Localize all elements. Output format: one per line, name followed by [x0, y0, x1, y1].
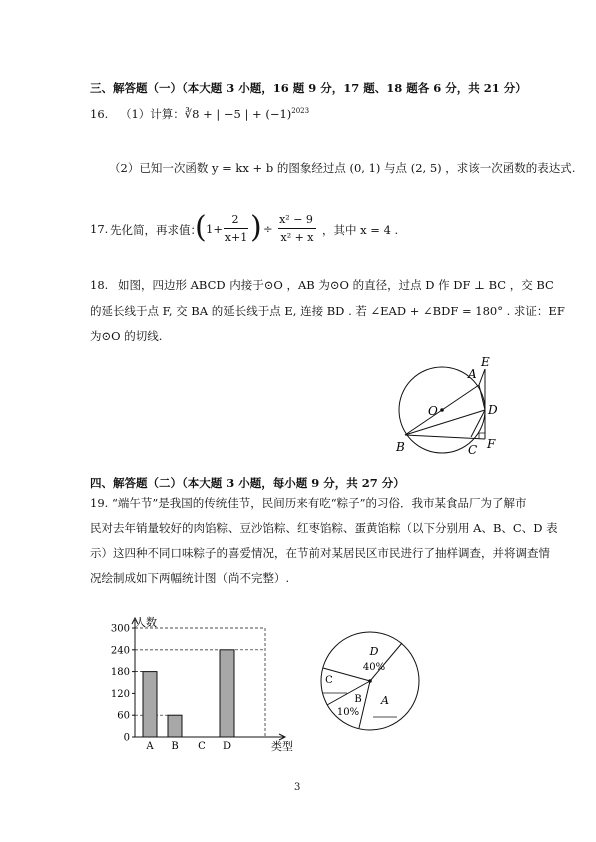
bar-A: [143, 672, 157, 737]
q16-number: 16.: [90, 107, 109, 121]
q18-geometry-figure: [395, 352, 515, 462]
q17-prefix: 先化简，再求值：: [110, 223, 202, 237]
category-label-B: B: [171, 741, 179, 752]
ytick-label-0: 0: [123, 732, 130, 744]
label-o: O: [428, 404, 438, 418]
bar-chart-ylabel: 人数: [135, 616, 157, 629]
pie-center: [368, 679, 372, 683]
ytick-label-240: 240: [110, 645, 130, 657]
segment-ae: [479, 369, 485, 385]
section-4-heading: 四、解答题（二）（本大题 3 小题，每小题 9 分，共 27 分）: [90, 476, 405, 490]
q17-frac1-denominator: x+1: [224, 231, 248, 244]
bar-chart: [105, 612, 305, 757]
category-label-D: D: [222, 741, 232, 752]
q17-frac1-numerator: 2: [231, 213, 239, 226]
q17-suffix: ，其中 x = 4 .: [322, 223, 399, 237]
q19-line3: 示）这四种不同口味粽子的喜爱情况，在节前对某居民区市民进行了抽样调查，并将调查情: [90, 546, 550, 560]
label-c: C: [468, 443, 478, 457]
section-3-heading: 三、解答题（一）（本大题 3 小题，16 题 9 分，17 题、18 题各 6 分，共 21 分）: [90, 81, 527, 95]
q16-part1-prefix: （1）计算：: [119, 107, 185, 121]
center-point: [440, 408, 444, 412]
q17-frac1-bar: [224, 228, 248, 229]
label-b: B: [396, 440, 405, 454]
ytick-label-60: 60: [117, 710, 130, 722]
label-f: F: [487, 437, 496, 451]
category-label-A: A: [146, 741, 154, 752]
right-angle-mark: [479, 433, 485, 439]
pie-label-d: D: [369, 645, 379, 658]
q17-left-paren: (: [195, 210, 207, 245]
ytick-label-180: 180: [110, 667, 130, 679]
q18-line2: 的延长线于点 F, 交 BA 的延长线于点 E, 连接 BD . 若 ∠EAD + ∠BDF = 180° . 求证：EF: [90, 304, 565, 318]
label-a: A: [468, 367, 477, 381]
bar-chart-categories: [145, 741, 231, 752]
q16-part2: （2）已知一次函数 y = kx + b 的图象经过点 (0, 1) 与点 (2, 5) ，求该一次函数的表达式.: [109, 161, 576, 175]
q16-part1: [90, 106, 309, 122]
q17-frac2-bar: [278, 228, 316, 229]
bar-D: [220, 650, 234, 737]
q19-line4: 况绘制成如下两幅统计图（尚不完整）.: [90, 571, 290, 585]
ytick-label-300: 300: [110, 623, 130, 635]
bar-chart-ticks: [111, 624, 135, 744]
pie-label-b: B: [354, 694, 362, 705]
page-number: 3: [294, 782, 301, 793]
label-e: E: [481, 355, 490, 369]
q16-part1-expr: ∛8 + | −5 | + (−1): [184, 107, 292, 121]
line-bf: [405, 435, 485, 439]
q18-number: 18.: [90, 278, 109, 292]
pie-label-c: C: [325, 675, 333, 686]
q17-frac2-denominator: x² + x: [280, 231, 314, 244]
bar-B: [168, 715, 182, 737]
category-label-C: C: [198, 741, 206, 752]
q19-line2: 民对去年销量较好的肉馅粽、豆沙馅粽、红枣馅粽、蛋黄馅粽（以下分别用 A、B、C、D 表: [90, 521, 558, 535]
q17-number: 17.: [90, 222, 109, 236]
ytick-label-120: 120: [110, 688, 130, 700]
q17-one-plus: 1+: [206, 222, 223, 236]
q18-line1: [90, 273, 554, 297]
q17-frac2-numerator: x² − 9: [279, 213, 313, 226]
pie-chart: [315, 625, 431, 741]
bar-chart-bars: [143, 650, 234, 737]
q18-line3: 为⊙O 的切线.: [90, 329, 163, 343]
q18-line1-text: 如图，四边形 ABCD 内接于⊙O ，AB 为⊙O 的直径，过点 D 作 DF ⊥ BC ，交 BC: [117, 278, 554, 292]
pie-percent-b: 10%: [336, 707, 360, 718]
q17-right-paren: ): [250, 210, 262, 245]
label-d: D: [488, 403, 498, 417]
segment-bd: [405, 410, 485, 435]
pie-label-a: A: [381, 694, 389, 707]
q19-line1: 19. “端午节”是我国的传统佳节，民间历来有吃“粽子”的习俗．我市某食品厂为了解市: [90, 496, 527, 510]
bar-chart-xlabel: 类型: [271, 740, 293, 753]
q16-part1-exponent: 2023: [291, 107, 310, 116]
segment-ad: [479, 385, 485, 410]
q17-divide: ÷: [263, 222, 273, 236]
pie-percent-d: 40%: [362, 662, 386, 673]
